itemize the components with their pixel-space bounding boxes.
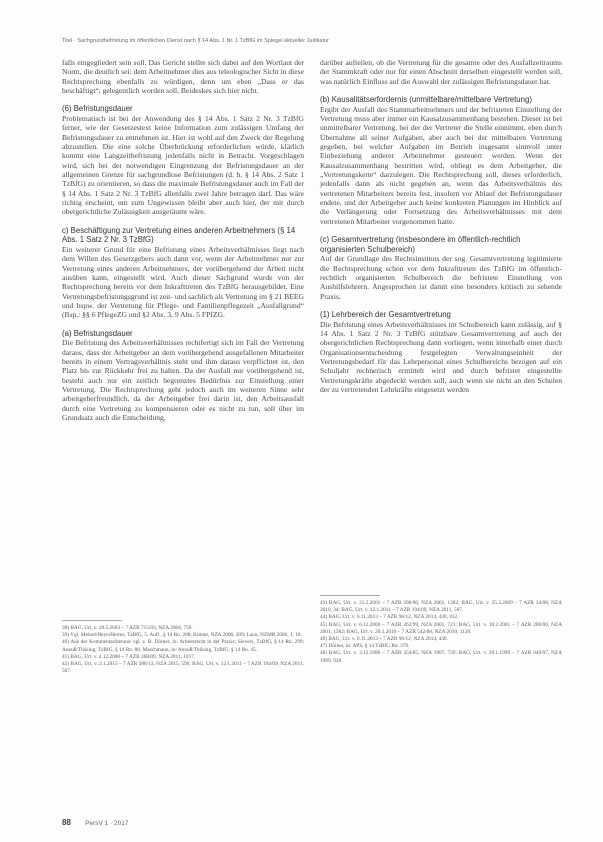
section-heading: c) Beschäftigung zur Vertretung eines anderen Arbeitnehmers (§ 14 Abs. 1 Satz 2 Nr. 3 TzBfG) xyxy=(62,225,296,245)
footnote: 38) BAG, Urt. v. 28.5.2003 – 7 AZR 715/03, NZA 2004, 759. xyxy=(62,625,193,631)
footnote: 48) BAG, Urt. v. 3.12.1986 – 7 AZR 354/85, NZA 1987, 739; BAG, Urt. v. 20.1.1999 – 7 AZR 640/97, NZA 1999, 928. xyxy=(320,650,562,664)
footnote: 42) BAG, Urt. v. 2.1.2015 – 7 AZR 388/13, NZA 2015, 596; BAG, Urt. v. 12.1.2011 – 7 AZR 194/09, NZA 2011, 507. xyxy=(62,661,304,675)
paragraph: Auf der Grundlage des Rechtsinstituts der sog. Gesamtvertretung legitimierte die Rechtsprechung schon vor dem Inkrafttreten des TzBfG im öffentlich-rechtlich organisierten Schulbereich die befristete Einstellung von Aushilfslehrern. Angesprochen ist damit eine besonders kritisch zu sehende Praxis. xyxy=(320,254,562,301)
footnote-rule xyxy=(320,595,380,596)
paragraph: darüber aufteilen, ob die Vertretung für die gesamte oder des Ausfallzeitraums der Stammkraft oder nur für einen Abschnitt derselben eingestellt werden soll, was natürlich Einfluss auf die Auswahl der zulässigen Befristungsdauer hat. xyxy=(320,58,562,86)
footnote: 46) BAG, Urt. v. 6.11.2013 – 7 AZR 96/12, NZA 2014, 430. xyxy=(320,636,448,643)
section-heading: (a) Befristungsdauer xyxy=(62,328,133,338)
footnote: 44) BAG, Urt. v. 6.11.2013 – 7 AZR 96/12, NZA 2014, 430, 432. xyxy=(320,614,459,621)
section-heading: (b) Kausalitätserfordernis (unmittelbare/mittelbare Vertretung) xyxy=(320,95,532,105)
footnote-rule xyxy=(62,620,122,621)
running-header: Titel · Sachgrundbefristung im öffentlichen Dienst nach § 14 Abs. 1 Nr. 1 TzBfG im Spiegel aktueller Judikatur xyxy=(62,38,330,44)
footnote: 45) BAG, Urt. v. 6.12.2000 – 7 AZR 262/99, NZA 2001, 721; BAG, Urt. v. 10.2.2001 – 7 AZR 200/00, NZA 2001, 1382; BAG, Urt. v. 20.1.2010 – 7 AZR 542/08, NZA 2010, 1126. xyxy=(320,621,562,635)
section-heading: (6) Befristungsdauer xyxy=(62,104,133,114)
section-heading: (1) Lehrbereich der Gesamtvertretung xyxy=(320,310,451,319)
paragraph: Die Befristung eines Arbeitsverhältnisses im Schulbereich kann zulässig, auf § 14 Abs. 1 Satz 2 Nr. 3 TzBfG stützbare Gesamtvertretung auf auch der obergerichtlichen Rechtsprechung dann vorliegen, wenn innerhalb einer durch Organisationsentscheidung festgelegten Verwaltungseinheit der Vertretungsbedarf für das Lehrpersonal eines Schulbereichs bezogen auf ein Schuljahr rechnerisch ermittelt wird und durch befristet eingestellte Vertretungskräfte abgedeckt werden soll, auch wenn sie nicht an den Schulen der zu vertretenden Lehrkräfte eingesetzt werden xyxy=(320,319,562,394)
page-number: 88 xyxy=(62,818,71,827)
paragraph: Problematisch ist bei der Anwendung des § 14 Abs. 1 Satz 2 Nr. 3 TzBfG ferner, wie der Gesetzestext keine Information zum zulässigen Umfang der Befristungsdauer zu entnehmen ist. Hier ist wohl auf den Zweck der Regelung abzustellen. Die eine solche Überbrückung erforderlichen würde, klärlich kommt eine Langzeitbefristung jedenfalls nicht in Betracht. Vorgeschlagen wird, sich bei der notwendigen Eingrenzung der Befristungsdauer an der allgemeinen Grenze für sachgrundlose Befristungen (d. h. § 14 Abs. 2 Satz 1 TzBfG) zu orientieren, so dass die maximale Befristungsdauer auch im Fall der § 14 Abs. 1 Satz 2 Nr. 3 TzBfG allenfalls zwei Jahre betragen darf. Das wäre richtig erscheint, um zum Ungewissen bleibt aber auch hier, der mit durch obergerichtliche Zulässigkeit ausgeräumt wäre. xyxy=(62,113,304,217)
right-column xyxy=(320,58,562,394)
paragraph: falls eingegliedert sein soll. Das Gericht stellte sich dabei auf den Wortlaut der Norm, die deutlich sei: dem Arbeitnehmer dies aus teleologischer Sicht in diese Rechtsprechung ebenfalls zu würdigen, denn um eben „Dass er das beschäftigt“, gelegentlich worden soll, Beideskes sich hier nicht. xyxy=(62,58,304,96)
footnote: 43) BAG, Urt. v. 21.2.2001 – 7 AZR 200/00, NZA 2001, 1382; BAG, Urt. v. 25.3.2009 – 7 AZR 34/08, NZA 2010, 34; BAG, Urt. v. 12.1.2011 – 7 AZR 194/09, NZA 2011, 507. xyxy=(320,600,562,614)
paragraph: Ein weiterer Grund für eine Befristung eines Arbeitsverhältnisses liegt nach dem Willen des Gesetzgebers auch dann vor, wenn der Arbeitnehmer nur zur Vertretung eines anderen Arbeitnehmers, der vorübergehend der Arbeit nicht ausüben kann, eingestellt wird. Auch dieser Sachgrund wurde von der Rechtsprechung bereits vor dem Inkrafttreten des TzBfG herausgebildet. Eine Vertretungsbefristungsgrund ist zeit- und sachlich als Vertretung im § 21 BEEG und bspw. der Vertretung für Pflege- und Familienpflegezeit „Ausfallgrund“ (Bsp.: §§ 6 PflegeZG und §2 Abs. 3, 9 Abs. 5 FPfZG. xyxy=(62,244,304,320)
paragraph: Ergibt der Ausfall des Stammarbeitnehmers und der befristeten Einstellung der Vertretung muss aber immer ein Kausalzusammenhang bestehen. Dieser ist bei unmittelbarer Vertretung, bei der der Vertreter die Stelle einnimmt, eben durch Übernahme all seiner Aufgaben, aber auch bei der mittelbaren Vertretung gegeben, bei welcher Aufgaben im Betrieb insgesamt sinnvoll unter Einbeziehung anderer Arbeitnehmer gesteuert werden. Wenn der Kausalzusammenhang bestritten wird, obliegt es dem Arbeitgeber, die „Vertretungskette“ darzulegen. Die Rechtsprechung soll, dieses erforderlich, jedenfalls dann als nicht gegeben an, wenn das Arbeitsverhältnis des vertretenen Mitarbeiters bereits fest, insofern vor Ablauf der Befristungsdauer endete, und der Arbeitgeber auch keine konkreten Planungen im Hinblick auf die Verlängerung oder Fortsetzung des Arbeitsverhältnisses mit dem vertretenen Mitarbeiter vorgenommen hatte. xyxy=(320,104,562,226)
footnotes-left xyxy=(62,620,304,675)
page-footer xyxy=(62,818,129,827)
footnote: 40) Aus der Kommentarliteratur vgl. z. B. Dörner, in: Arbeitsrecht in der Praxis; Sievers, TzBfG, § 14 Rn. 299; Annuß/Thüsing, TzBfG, § 14 Rn. 86; Maschmann, in: Annuß/Thüsing, TzBfG, § 14 Rn. 45. xyxy=(62,639,304,653)
paragraph: Die Befristung des Arbeitsverhältnisses rechtfertigt sich im Fall der Vertretung daraus, dass der Arbeitgeber an dem vorübergehend ausgefallenen Mitarbeiter bereits in einem Vertragsverhältnis steht und ihm daraus verpflichtet ist, den Platz bis zur Rückkehr frei zu halten. Da der Ausfall nur vorübergehend ist, besteht auch nur ein zeitlich begrenztes Bedürfnis zur Einstellung einer Vertretung. Die Rechtsprechung geht jedoch auch im weiteren Sinne sehr arbeitgeberfreundlich, da der Arbeitgeber frei darin ist, den Arbeitsausfall durch eine Vertretung zu kompensieren oder es nicht zu tun, soll über im Grundsatz auch die Entscheidung, xyxy=(62,338,304,423)
left-column xyxy=(62,58,304,422)
footnote: 47) Dörner, in: APS, § 14 TzBfG Rn. 370. xyxy=(320,643,410,650)
footnote: 41) BAG, Urt. v. 4.12.2008 – 7 AZR 268/09, NZA 2011, 1017. xyxy=(62,653,196,660)
journal-issue: PersV 1 · 2017 xyxy=(85,820,129,827)
footnote: 39) Vgl. Meinel/Heyn/Herms, TzBfG, 5. Aufl., § 14 Rn. 208; Kittner, NZA 2006, 209; Laux, NZMR 2006, 1, 16. xyxy=(62,632,302,639)
footnotes-right xyxy=(320,595,562,665)
section-heading: (c) Gesamtvertretung (insbesondere im öffentlich-rechtlich organisierten Schulbereich) xyxy=(320,235,521,254)
